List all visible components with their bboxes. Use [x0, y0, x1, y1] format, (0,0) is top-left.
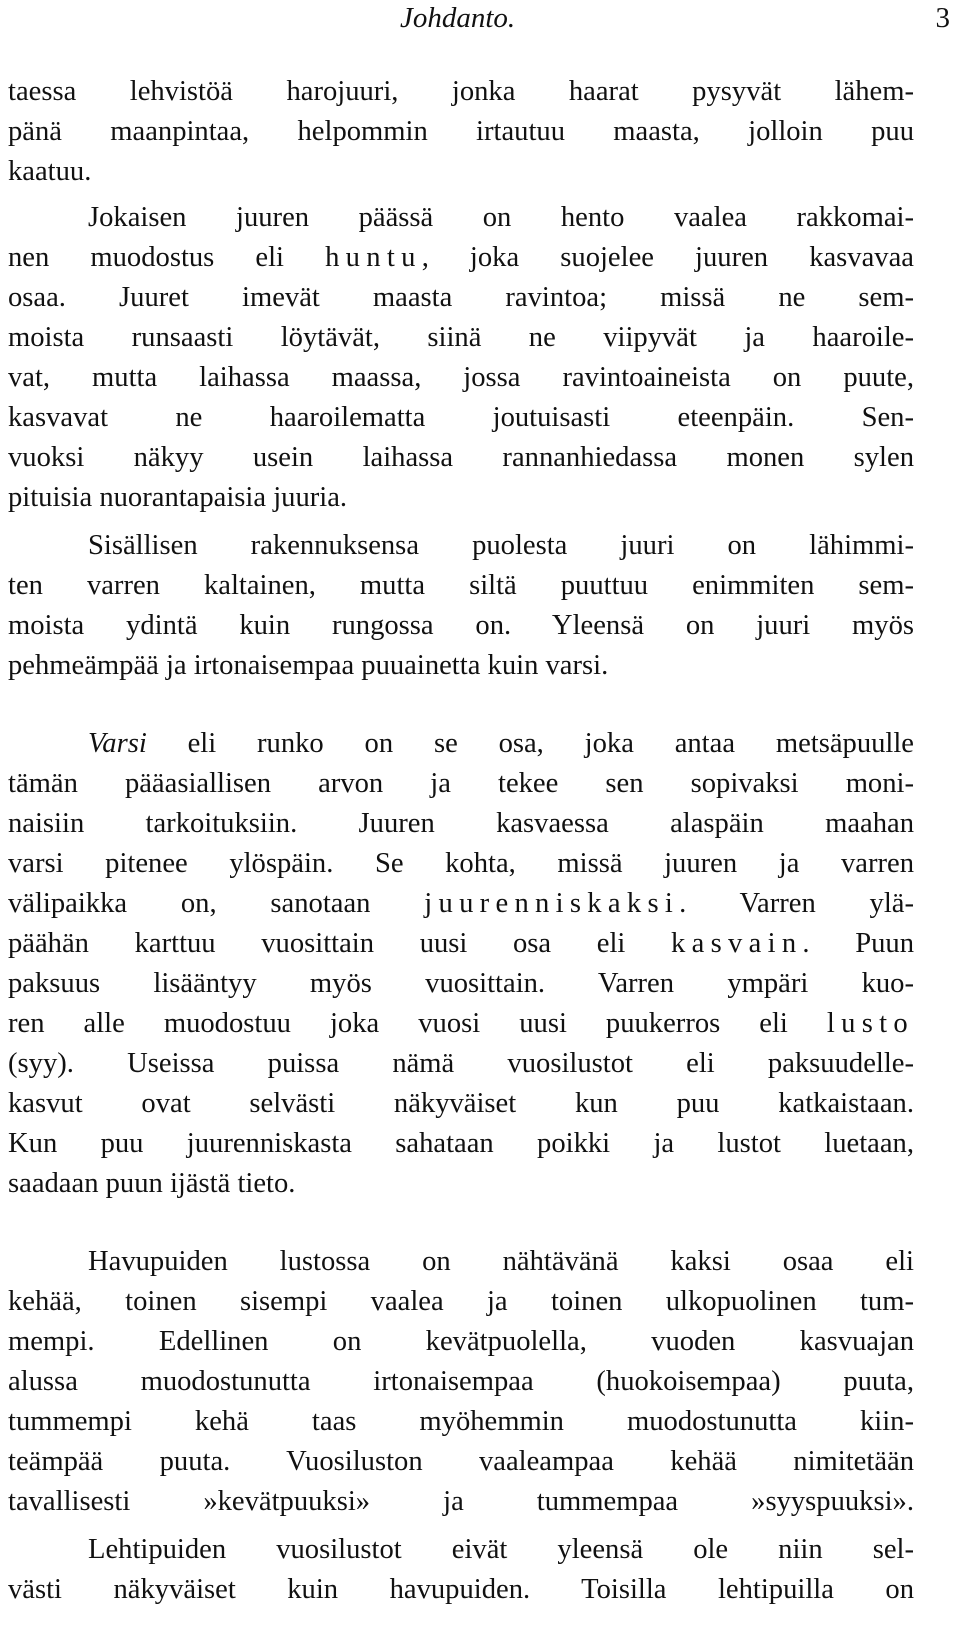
text-line: Kun puu juurenniskasta sahataan poikki ja lustot luetaan, [8, 1128, 914, 1159]
paragraph-3 [8, 526, 914, 686]
text-line: alussa muodostunutta irtonaisempaa (huokoisempaa) puuta, [8, 1366, 914, 1397]
text-line: moista runsaasti löytävät, siinä ne viipyvät ja haaroile- [8, 322, 914, 353]
text-line: tummempi kehä taas myöhemmin muodostunutta kiin- [8, 1406, 914, 1437]
text-line: pehmeämpää ja irtonaisempaa puuainetta kuin varsi. [8, 650, 609, 681]
text-line: Havupuiden lustossa on nähtävänä kaksi osaa eli [88, 1246, 914, 1277]
text-span: päähän karttuu vuosittain uusi osa eli [8, 928, 672, 959]
paragraph-2 [8, 198, 914, 518]
text-line: osaa. Juuret imevät maasta ravintoa; missä ne sem- [8, 282, 914, 313]
text-line: kaatuu. [8, 156, 92, 187]
text-line: kasvut ovat selvästi näkyväiset kun puu katkaistaan. [8, 1088, 914, 1119]
paragraph-4 [8, 724, 914, 1204]
spaced-term: kasvain [671, 928, 803, 959]
italic-term: Varsi [88, 728, 147, 759]
text-line [8, 724, 914, 764]
text-line: Lehtipuiden vuosilustot eivät yleensä ole niin sel- [88, 1534, 914, 1565]
paragraph-5 [8, 1242, 914, 1522]
text-span: , joka suojelee juuren kasvavaa [421, 242, 914, 273]
page-header [0, 2, 960, 42]
text-line: mempi. Edellinen on kevätpuolella, vuoden kasvuajan [8, 1326, 914, 1357]
text-line: kehää, toinen sisempi vaalea ja toinen ulkopuolinen tum- [8, 1286, 914, 1317]
text-line: teämpää puuta. Vuosiluston vaaleampaa kehää nimitetään [8, 1446, 914, 1477]
spaced-term: lusto [826, 1008, 914, 1039]
text-line: varsi pitenee ylöspäin. Se kohta, missä juuren ja varren [8, 848, 914, 879]
paragraph-1 [8, 72, 914, 192]
text-line [8, 1004, 914, 1044]
text-line [8, 884, 914, 924]
text-line [8, 238, 914, 278]
text-line: pänä maanpintaa, helpommin irtautuu maasta, jolloin puu [8, 116, 914, 147]
text-line: tämän pääasiallisen arvon ja tekee sen sopivaksi moni- [8, 768, 914, 799]
spaced-term: juurenniskaksi [424, 888, 680, 919]
paragraph-6 [8, 1530, 914, 1610]
text-line: ten varren kaltainen, mutta siltä puuttuu enimmiten sem- [8, 570, 914, 601]
spaced-term: huntu [325, 242, 422, 273]
page-number: 3 [935, 2, 950, 34]
text-line: pituisia nuorantapaisia juuria. [8, 482, 348, 513]
running-title: Johdanto. [400, 2, 516, 34]
text-line: vat, mutta laihassa maassa, jossa ravintoaineista on puute, [8, 362, 914, 393]
text-span: ren alle muodostuu joka vuosi uusi puukerros eli [8, 1008, 827, 1039]
text-span: välipaikka on, sanotaan [8, 888, 425, 919]
text-span: eli runko on se osa, joka antaa metsäpuulle [146, 728, 914, 759]
text-line: Sisällisen rakennuksensa puolesta juuri on lähimmi- [88, 530, 914, 561]
text-line: paksuus lisääntyy myös vuosittain. Varren ympäri kuo- [8, 968, 914, 999]
text-span: . Varren ylä- [679, 888, 914, 919]
text-line: västi näkyväiset kuin havupuiden. Toisilla lehtipuilla on [8, 1574, 914, 1605]
text-span: . Puun [802, 928, 914, 959]
text-line: saadaan puun ijästä tieto. [8, 1168, 296, 1199]
text-line: moista ydintä kuin rungossa on. Yleensä on juuri myös [8, 610, 914, 641]
text-span: nen muodostus eli [8, 242, 326, 273]
text-line: naisiin tarkoituksiin. Juuren kasvaessa alaspäin maahan [8, 808, 914, 839]
text-line: vuoksi näkyy usein laihassa rannanhiedassa monen sylen [8, 442, 914, 473]
text-line: Jokaisen juuren päässä on hento vaalea rakkomai- [88, 202, 914, 233]
text-line: taessa lehvistöä harojuuri, jonka haarat pysyvät lähem- [8, 76, 914, 107]
text-line: (syy). Useissa puissa nämä vuosilustot eli paksuudelle- [8, 1048, 914, 1079]
body-text [8, 72, 914, 1610]
text-line: kasvavat ne haaroilematta joutuisasti eteenpäin. Sen- [8, 402, 914, 433]
text-line [8, 924, 914, 964]
text-line: tavallisesti »kevätpuuksi» ja tummempaa »syyspuuksi». [8, 1486, 914, 1517]
